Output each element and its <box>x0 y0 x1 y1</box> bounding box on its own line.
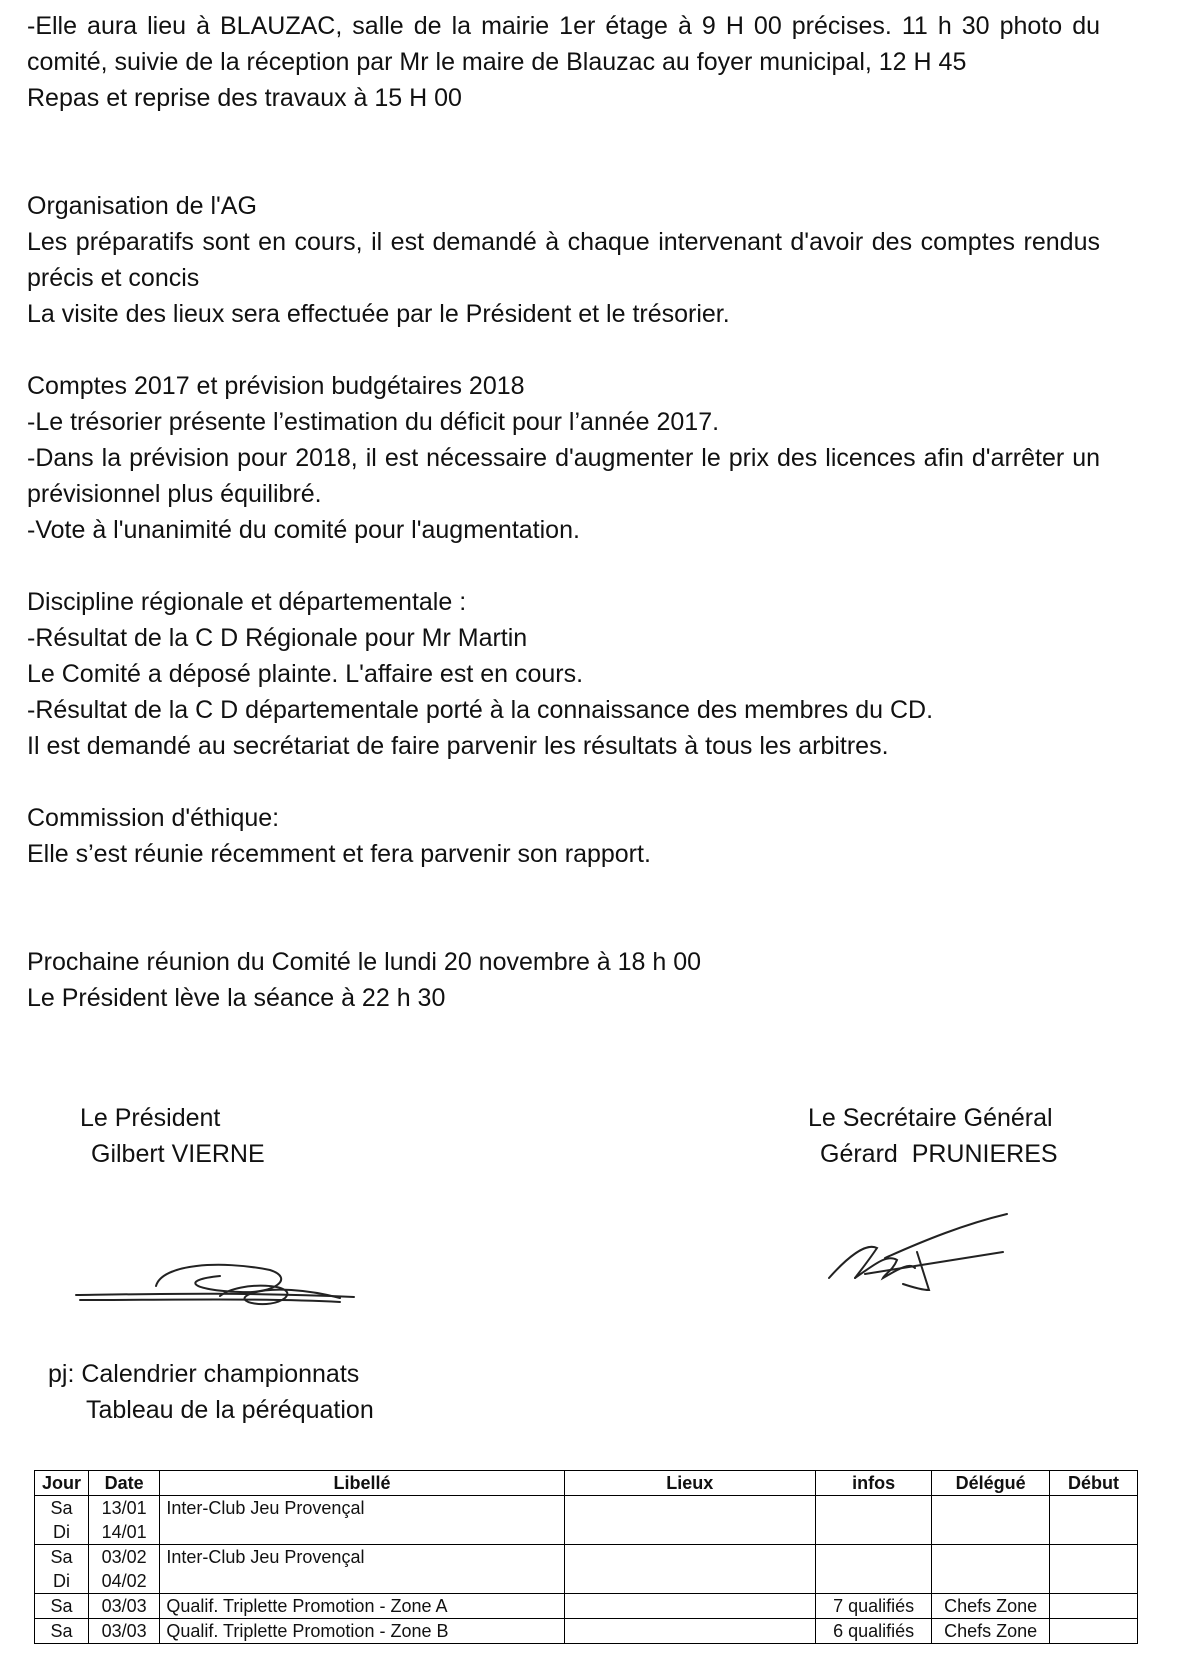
column-header: Début <box>1049 1471 1137 1496</box>
cell-libelle: Qualif. Triplette Promotion - Zone B <box>160 1619 564 1644</box>
championship-calendar-table <box>34 1470 1138 1644</box>
cell-debut <box>1049 1619 1137 1644</box>
intro-paragraph-end: Repas et reprise des travaux à 15 H 00 <box>27 84 462 112</box>
next-meeting-line: Prochaine réunion du Comité le lundi 20 novembre à 18 h 00 <box>27 948 702 976</box>
cell-date: 04/02 <box>88 1569 159 1594</box>
ethique-heading: Commission d'éthique: <box>27 804 280 832</box>
column-header: Délégué <box>932 1471 1050 1496</box>
cell-date: 03/03 <box>88 1594 159 1619</box>
cell-date: 03/02 <box>88 1545 159 1570</box>
discipline-line: Il est demandé au secrétariat de faire parvenir les résultats à tous les arbitres. <box>27 732 889 760</box>
secretary-title: Le Secrétaire Général <box>808 1104 1053 1132</box>
cell-debut <box>1049 1594 1137 1619</box>
discipline-line: -Résultat de la C D Régionale pour Mr Martin <box>27 624 528 652</box>
cell-libelle: Qualif. Triplette Promotion - Zone A <box>160 1594 564 1619</box>
cell-lieux <box>564 1619 815 1644</box>
cell-infos: 6 qualifiés <box>815 1619 931 1644</box>
president-handwritten-signature <box>70 1250 360 1330</box>
cell-lieux <box>564 1496 815 1545</box>
president-signature-block <box>80 1100 265 1172</box>
cell-libelle: Inter-Club Jeu Provençal <box>160 1496 564 1545</box>
column-header: Lieux <box>564 1471 815 1496</box>
discipline-line: -Résultat de la C D départementale porté à la connaissance des membres du CD. <box>27 696 934 724</box>
president-name: Gilbert VIERNE <box>91 1140 265 1168</box>
budget-line: -Vote à l'unanimité du comité pour l'augmentation. <box>27 516 580 544</box>
cell-jour: Sa <box>35 1545 89 1570</box>
column-header: infos <box>815 1471 931 1496</box>
table-row <box>35 1594 1138 1619</box>
secretary-name: Gérard PRUNIERES <box>820 1140 1058 1168</box>
ag-heading: Organisation de l'AG <box>27 192 257 220</box>
table-row <box>35 1496 1138 1521</box>
president-title: Le Président <box>80 1104 221 1132</box>
attachments-line: pj: Calendrier championnats <box>48 1360 360 1388</box>
ethique-line: Elle s’est réunie récemment et fera parvenir son rapport. <box>27 840 651 868</box>
intro-paragraph: -Elle aura lieu à BLAUZAC, salle de la mairie 1er étage à 9 H 00 précises. 11 h 30 photo du comité, suivie de la réception par Mr le maire de Blauzac au foyer municipal, 12 H 45 <box>27 12 1100 76</box>
cell-debut <box>1049 1496 1137 1545</box>
cell-infos <box>815 1545 931 1594</box>
table-row <box>35 1545 1138 1570</box>
cell-jour: Di <box>35 1520 89 1545</box>
column-header: Libellé <box>160 1471 564 1496</box>
cell-jour: Sa <box>35 1594 89 1619</box>
table-header-row <box>35 1471 1138 1496</box>
cell-date: 13/01 <box>88 1496 159 1521</box>
discipline-line: Le Comité a déposé plainte. L'affaire est en cours. <box>27 660 584 688</box>
ag-line: Les préparatifs sont en cours, il est demandé à chaque intervenant d'avoir des comptes rendus précis et concis <box>27 228 1100 292</box>
cell-debut <box>1049 1545 1137 1594</box>
attachments-line: Tableau de la péréquation <box>86 1396 374 1424</box>
closing-line: Le Président lève la séance à 22 h 30 <box>27 984 446 1012</box>
column-header: Jour <box>35 1471 89 1496</box>
cell-jour: Sa <box>35 1619 89 1644</box>
cell-jour: Di <box>35 1569 89 1594</box>
cell-lieux <box>564 1545 815 1594</box>
budget-line: -Le trésorier présente l’estimation du déficit pour l’année 2017. <box>27 408 720 436</box>
cell-infos <box>815 1496 931 1545</box>
cell-delegue <box>932 1545 1050 1594</box>
cell-date: 14/01 <box>88 1520 159 1545</box>
cell-lieux <box>564 1594 815 1619</box>
ag-line: La visite des lieux sera effectuée par le Président et le trésorier. <box>27 300 730 328</box>
budget-line: -Dans la prévision pour 2018, il est nécessaire d'augmenter le prix des licences afin d'arrêter un prévisionnel plus équilibré. <box>27 444 1100 508</box>
budget-heading: Comptes 2017 et prévision budgétaires 2018 <box>27 372 525 400</box>
cell-jour: Sa <box>35 1496 89 1521</box>
secretary-signature-block <box>808 1100 1058 1172</box>
discipline-heading: Discipline régionale et départementale : <box>27 588 467 616</box>
cell-delegue: Chefs Zone <box>932 1594 1050 1619</box>
cell-delegue: Chefs Zone <box>932 1619 1050 1644</box>
attachments <box>48 1356 374 1428</box>
cell-date: 03/03 <box>88 1619 159 1644</box>
cell-libelle: Inter-Club Jeu Provençal <box>160 1545 564 1594</box>
cell-infos: 7 qualifiés <box>815 1594 931 1619</box>
table-row <box>35 1619 1138 1644</box>
secretary-handwritten-signature <box>825 1212 1015 1302</box>
cell-delegue <box>932 1496 1050 1545</box>
column-header: Date <box>88 1471 159 1496</box>
document-body <box>27 8 1100 1016</box>
